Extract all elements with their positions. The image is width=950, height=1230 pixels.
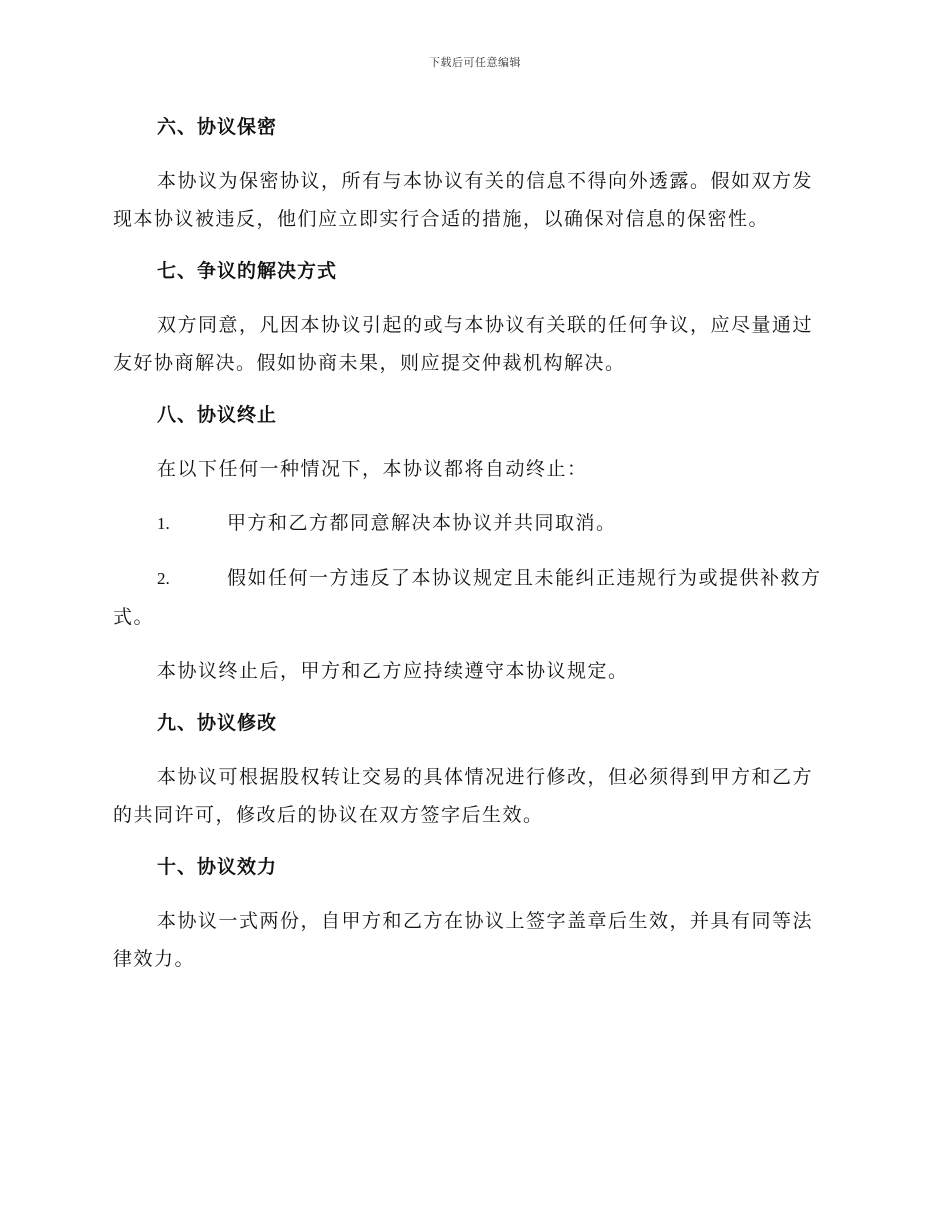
page-header: 下载后可任意编辑: [429, 56, 521, 69]
section-heading: 十、协议效力: [157, 856, 278, 878]
list-item-text: 甲方和乙方都同意解决本协议并共同取消。: [227, 512, 617, 534]
section-amendment: [113, 706, 833, 834]
list-item-number: 1.: [157, 514, 170, 533]
section-validity: [113, 850, 833, 978]
section-confidentiality: [113, 110, 833, 238]
section-heading: 九、协议修改: [157, 712, 278, 734]
section-dispute-resolution: [113, 254, 833, 382]
section-paragraph: 本协议可根据股权转让交易的具体情况进行修改，但必须得到甲方和乙方的共同许可，修改后的协议在双方签字后生效。: [113, 766, 814, 826]
list-item-number: 2.: [157, 569, 170, 588]
document-body: [113, 110, 833, 994]
section-paragraph: 本协议一式两份，自甲方和乙方在协议上签字盖章后生效，并具有同等法律效力。: [113, 910, 814, 970]
section-paragraph: 本协议终止后，甲方和乙方应持续遵守本协议规定。: [157, 660, 629, 682]
section-termination: [113, 398, 833, 690]
section-heading: 八、协议终止: [157, 404, 278, 426]
section-paragraph: 双方同意，凡因本协议引起的或与本协议有关联的任何争议，应尽量通过友好协商解决。假如协商未果，则应提交仲裁机构解决。: [113, 314, 814, 374]
list-item: [113, 559, 833, 636]
list-item: [113, 504, 833, 543]
section-heading: 六、协议保密: [157, 116, 278, 138]
list-item-text: 假如任何一方违反了本协议规定且未能纠正违规行为或提供补救方式。: [113, 567, 822, 628]
section-heading: 七、争议的解决方式: [157, 260, 338, 282]
section-paragraph: 本协议为保密协议，所有与本协议有关的信息不得向外透露。假如双方发现本协议被违反，他们应立即实行合适的措施，以确保对信息的保密性。: [113, 170, 814, 230]
section-paragraph: 在以下任何一种情况下，本协议都将自动终止：: [157, 458, 588, 480]
